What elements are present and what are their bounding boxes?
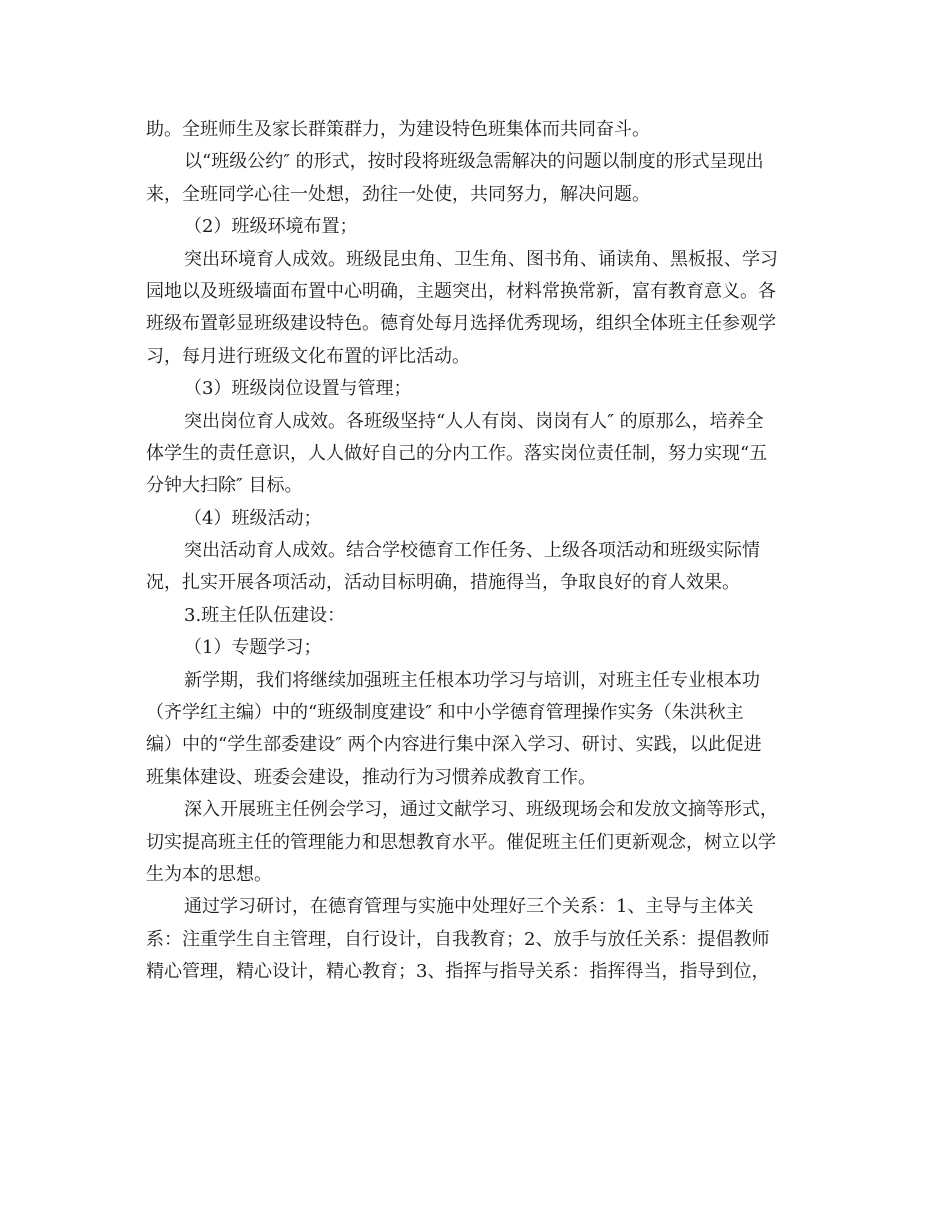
text-line: 况，扎实开展各项活动，活动目标明确，措施得当，争取良好的育人效果。 <box>146 572 740 594</box>
text-line: 助。全班师生及家长群策群力，为建设特色班集体而共同奋斗。 <box>146 119 650 140</box>
section-heading: （4）班级活动； <box>184 507 322 529</box>
paragraph-first-line: 深入开展班主任例会学习，通过文献学习、班级现场会和发放文摘等形式， <box>184 799 778 821</box>
text-line: 生为本的思想。 <box>146 863 272 885</box>
section-heading: （1）专题学习； <box>184 637 322 659</box>
text-line: 班集体建设、班委会建设，推动行为习惯养成教育工作。 <box>146 766 596 788</box>
text-line: 来，全班同学心往一处想，劲往一处使，共同努力，解决问题。 <box>146 183 650 205</box>
paragraph-first-line: 以“班级公约″ 的形式，按时段将班级急需解决的问题以制度的形式呈现出 <box>184 151 764 173</box>
text-line: 习，每月进行班级文化布置的评比活动。 <box>146 345 470 367</box>
paragraph-first-line: 通过学习研讨，在德育管理与实施中处理好三个关系：1、主导与主体关 <box>184 896 754 918</box>
text-line: 系：注重学生自主管理，自行设计，自我教育；2、放手与放任关系：提倡教师 <box>146 928 770 950</box>
paragraph-first-line: 新学期，我们将继续加强班主任根本功学习与培训，对班主任专业根本功 <box>184 669 760 691</box>
text-line: 精心管理，精心设计，精心教育；3、指挥与指导关系：指挥得当，指导到位， <box>146 961 770 983</box>
document-body <box>146 114 806 989</box>
text-line: 体学生的责任意识，人人做好自己的分内工作。落实岗位责任制，努力实现“五 <box>146 442 768 464</box>
text-line: 园地以及班级墙面布置中心明确，主题突出，材料常换常新，富有教育意义。各 <box>146 280 776 302</box>
text-line: 分钟大扫除″ 目标。 <box>146 475 303 497</box>
text-line: 班级布置彰显班级建设特色。德育处每月选择优秀现场，组织全体班主任参观学 <box>146 313 776 335</box>
section-heading: 3.班主任队伍建设： <box>184 604 346 626</box>
section-heading: （2）班级环境布置； <box>184 216 358 238</box>
text-line: 编）中的“学生部委建设″ 两个内容进行集中深入学习、研讨、实践，以此促进 <box>146 734 762 756</box>
text-line: （齐学红主编）中的“班级制度建设″ 和中小学德育管理操作实务（朱洪秋主 <box>146 702 744 724</box>
section-heading: （3）班级岗位设置与管理； <box>184 378 412 400</box>
paragraph-first-line: 突出环境育人成效。班级昆虫角、卫生角、图书角、诵读角、黑板报、学习 <box>184 248 778 270</box>
paragraph-first-line: 突出活动育人成效。结合学校德育工作任务、上级各项活动和班级实际情 <box>184 540 760 562</box>
paragraph-first-line: 突出岗位育人成效。各班级坚持“人人有岗、岗岗有人″ 的原那么，培养全 <box>184 410 764 432</box>
text-line: 切实提高班主任的管理能力和思想教育水平。催促班主任们更新观念，树立以学 <box>146 831 776 853</box>
